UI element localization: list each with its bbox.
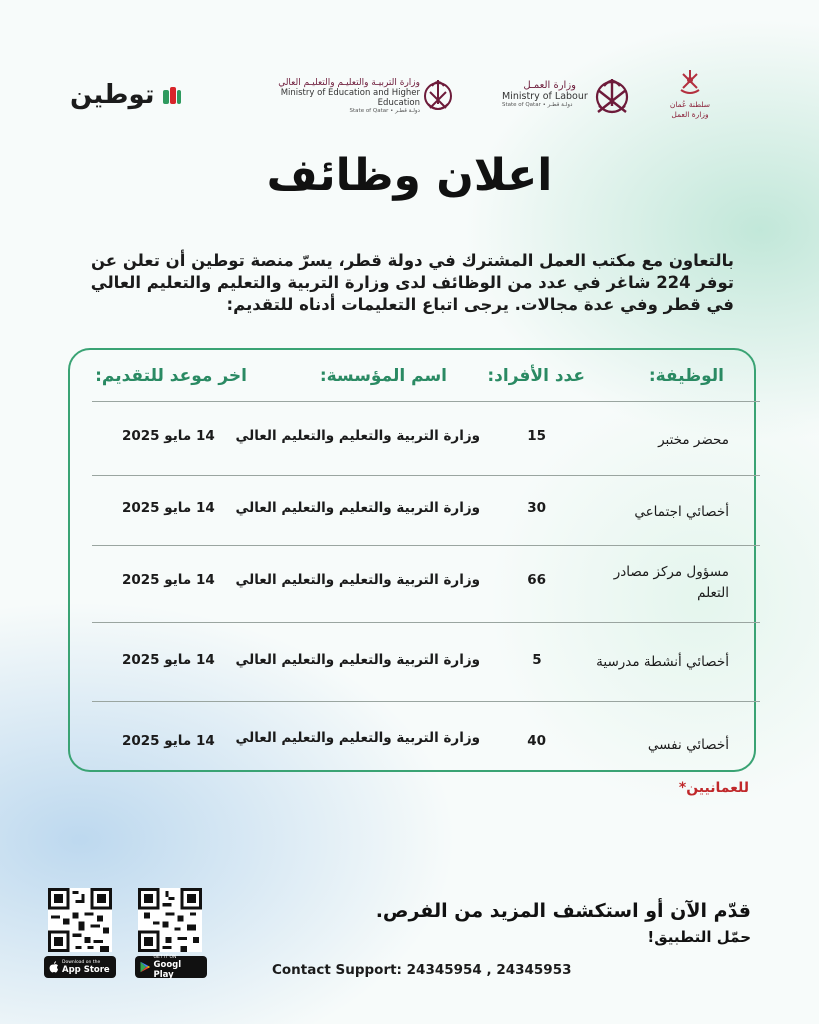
google-play-badge[interactable] <box>135 956 207 978</box>
oman-line2: وزارة العمل <box>671 110 709 119</box>
table-row-count: 66 <box>527 572 546 588</box>
table-row-job: أخصائي نفسي <box>647 737 729 753</box>
table-row-deadline: 14 مايو 2025 <box>122 428 215 444</box>
page-title: اعلان وظائف <box>266 150 553 201</box>
table-row-count: 30 <box>527 500 546 516</box>
divider <box>92 401 760 402</box>
moe-state: State of Qatar • دولـة قطـر <box>349 108 420 114</box>
table-row-count: 5 <box>532 652 542 668</box>
google-play-big: Googl Play <box>153 959 182 980</box>
header-org: اسم المؤسسة: <box>319 366 447 386</box>
qatar-emblem-icon <box>422 74 454 118</box>
mol-name-ar: وزارة العمـل <box>523 80 576 91</box>
table-row-deadline: 14 مايو 2025 <box>122 652 215 668</box>
cta-headline: قدّم الآن أو استكشف المزيد من الفرص. <box>375 900 751 922</box>
footnote: للعمانيين* <box>678 780 749 796</box>
header-count: عدد الأفراد: <box>487 366 585 386</box>
intro-paragraph: بالتعاون مع مكتب العمل المشترك في دولة قطر، يسرّ منصة توطين أن تعلن عن توفر 224 شاغر في عدد من الوظائف لدى وزارة التربية والتعليم والتعليم العالي في قطر وفي عدة مجالات. يرجى اتباع التعليمات أدناه للتقديم: <box>90 251 734 314</box>
table-row-job: أخصائي اجتماعي <box>634 504 729 520</box>
oman-line1: سلطنة عُمان <box>669 100 711 109</box>
table-row-deadline: 14 مايو 2025 <box>122 500 215 516</box>
mol-logo <box>502 74 634 120</box>
table-row-count: 40 <box>527 733 546 749</box>
google-play-icon <box>140 961 151 973</box>
oman-emblem-icon <box>675 68 705 96</box>
contact-support: Contact Support: 24345954 , 24345953 <box>272 962 572 978</box>
divider <box>92 475 760 476</box>
qr-code-icon[interactable] <box>48 888 112 952</box>
divider <box>92 701 760 702</box>
cta-download: حمّل التطبيق! <box>647 928 751 946</box>
table-row-org: وزارة التربية والتعليم والتعليم العالي <box>235 730 480 746</box>
table-row-org: وزارة التربية والتعليم والتعليم العالي <box>235 652 480 668</box>
table-row-count: 15 <box>527 428 546 444</box>
moe-name-ar: وزارة التربيـة والتعليـم والتعليـم العالي <box>278 78 420 88</box>
divider <box>92 622 760 623</box>
jobs-table <box>68 348 756 772</box>
app-store-big: App Store <box>62 964 110 975</box>
header-job: الوظيفة: <box>648 366 724 386</box>
app-store-small: Download on the <box>62 959 101 965</box>
table-row-org: وزارة التربية والتعليم والتعليم العالي <box>235 500 480 516</box>
table-row-job: أخصائي أنشطة مدرسية <box>596 654 729 670</box>
header-deadline: اخر موعد للتقديم: <box>95 366 247 386</box>
table-row-deadline: 14 مايو 2025 <box>122 572 215 588</box>
oman-ministry-logo <box>668 68 712 124</box>
table-row-job: مسؤول مركز مصادر التعلم <box>613 564 729 601</box>
qr-code-icon[interactable] <box>138 888 202 952</box>
mol-name-en: Ministry of Labour <box>502 91 588 102</box>
app-store-badge[interactable] <box>44 956 116 978</box>
mol-state: State of Qatar • دولـة قطـر <box>502 102 573 108</box>
tawteen-logo-icon <box>161 84 183 106</box>
apple-icon <box>49 961 59 973</box>
qatar-emblem-icon <box>590 74 634 120</box>
divider <box>92 545 760 546</box>
table-row-deadline: 14 مايو 2025 <box>122 733 215 749</box>
table-row-job: محضر مختبر <box>658 432 729 448</box>
moe-logo <box>258 74 454 118</box>
table-row-org: وزارة التربية والتعليم والتعليم العالي <box>235 572 480 588</box>
tawteen-logo-text: توطين <box>70 80 155 110</box>
tawteen-logo <box>70 80 183 110</box>
moe-name-en: Ministry of Education and Higher Education <box>280 88 420 108</box>
google-play-small: GET IT ON <box>153 954 177 960</box>
table-row-org: وزارة التربية والتعليم والتعليم العالي <box>235 428 480 444</box>
